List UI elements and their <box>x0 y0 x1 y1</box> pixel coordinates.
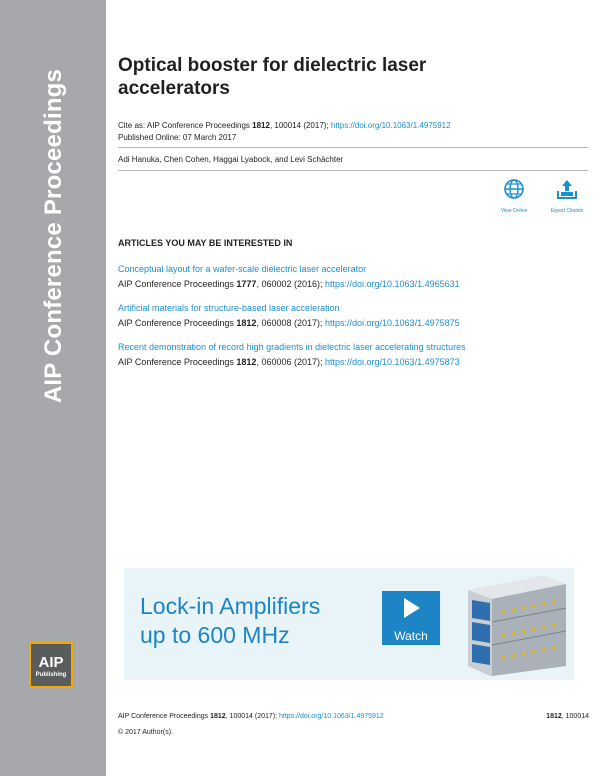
citation-rest: , 060002 (2016); <box>256 279 325 289</box>
paper-title: Optical booster for dielectric laser accelerators <box>118 55 427 99</box>
citation-prefix: AIP Conference Proceedings <box>118 318 237 328</box>
export-citation-label: Export Citation <box>550 208 584 214</box>
citation-volume: 1812 <box>252 121 270 130</box>
play-icon <box>400 596 422 620</box>
ad-line-1: Lock-in Amplifiers <box>140 593 321 619</box>
citation-prefix: AIP Conference Proceedings <box>118 357 237 367</box>
export-citation-button[interactable] <box>547 178 587 214</box>
citation-prefix: AIP Conference Proceedings <box>118 713 211 720</box>
related-article-citation <box>118 357 460 367</box>
watch-label: Watch <box>394 629 428 643</box>
page-volume: 1812 <box>546 713 562 720</box>
citation-volume: 1812 <box>236 357 257 367</box>
citation-prefix: Cite as: AIP Conference Proceedings <box>118 121 253 130</box>
citation-volume: 1777 <box>236 279 257 289</box>
logo-main-text: AIP <box>38 654 64 671</box>
advertisement-banner[interactable] <box>124 568 574 680</box>
citation-prefix: AIP Conference Proceedings <box>118 279 237 289</box>
citation-doi-link[interactable]: https://doi.org/10.1063/1.4975912 <box>330 121 451 130</box>
citation-line <box>118 121 451 131</box>
page-id: , 100014 <box>561 713 589 720</box>
doi-link[interactable]: https://doi.org/10.1063/1.4965631 <box>325 279 460 289</box>
citation-rest: , 100014 (2017); <box>269 121 331 130</box>
divider <box>118 170 588 171</box>
page-identifier <box>546 713 589 720</box>
published-date: Published Online: 07 March 2017 <box>118 133 237 142</box>
instrument-rack-image <box>464 572 569 676</box>
related-article-title[interactable]: Conceptual layout for a wafer-scale dielectric laser accelerator <box>118 264 367 274</box>
citation-volume: 1812 <box>236 318 257 328</box>
citation-rest: , 100014 (2017); <box>225 713 279 720</box>
logo-sub-text: Publishing <box>35 672 67 678</box>
view-online-button[interactable] <box>494 178 534 214</box>
citation-rest: , 060008 (2017); <box>256 318 325 328</box>
journal-title: AIP Conference Proceedings <box>40 68 67 404</box>
ad-line-2: up to 600 MHz <box>140 622 290 648</box>
ad-headline <box>140 592 320 650</box>
view-online-label: View Online <box>500 208 528 214</box>
globe-icon <box>503 178 525 200</box>
citation-rest: , 060006 (2017); <box>256 357 325 367</box>
divider <box>118 147 588 148</box>
citation-volume: 1812 <box>210 713 226 720</box>
doi-link[interactable]: https://doi.org/10.1063/1.4975875 <box>325 318 460 328</box>
copyright: © 2017 Author(s). <box>118 729 173 736</box>
related-article-citation <box>118 318 460 328</box>
footer-citation <box>118 713 384 720</box>
related-articles-heading: ARTICLES YOU MAY BE INTERESTED IN <box>118 238 293 248</box>
aip-publishing-logo[interactable] <box>29 642 73 688</box>
doi-link[interactable]: https://doi.org/10.1063/1.4975873 <box>325 357 460 367</box>
footer-doi-link[interactable]: https://doi.org/10.1063/1.4975912 <box>279 713 384 720</box>
authors: Adi Hanuka, Chen Cohen, Haggai Lyabock, and Levi Schächter <box>118 155 344 164</box>
related-article-citation <box>118 279 460 289</box>
watch-button[interactable] <box>382 591 440 645</box>
related-article-title[interactable]: Artificial materials for structure-based laser acceleration <box>118 303 340 313</box>
sidebar <box>0 0 106 776</box>
export-icon <box>555 178 579 200</box>
related-article-title[interactable]: Recent demonstration of record high gradients in dielectric laser accelerating structures <box>118 342 466 352</box>
